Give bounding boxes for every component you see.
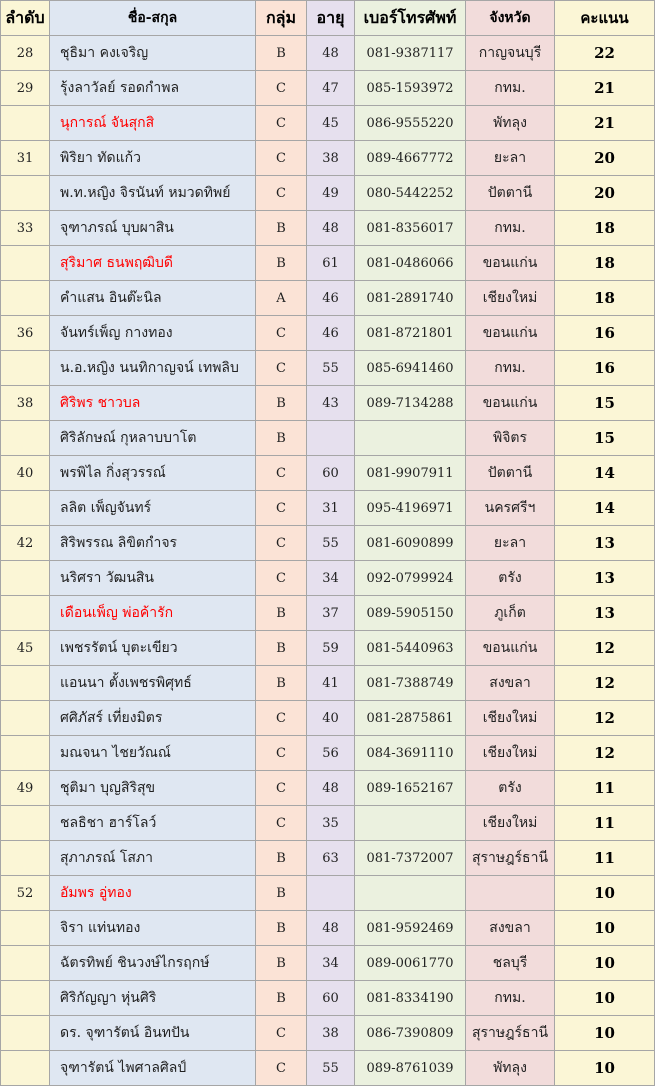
- cell-name: สุภาภรณ์ โสภา: [50, 841, 256, 876]
- cell-phone: 089-0061770: [355, 946, 466, 981]
- cell-age: [307, 421, 355, 456]
- cell-score: 12: [555, 631, 655, 666]
- cell-group: C: [256, 316, 307, 351]
- cell-score: 10: [555, 911, 655, 946]
- cell-group: B: [256, 631, 307, 666]
- cell-phone: 086-9555220: [355, 106, 466, 141]
- cell-age: 43: [307, 386, 355, 421]
- cell-province: ขอนแก่น: [466, 631, 555, 666]
- table-row: [1, 666, 655, 701]
- cell-province: ขอนแก่น: [466, 386, 555, 421]
- cell-no: [1, 806, 50, 841]
- cell-province: ปัตตานี: [466, 456, 555, 491]
- table-row: [1, 281, 655, 316]
- cell-phone: 081-9387117: [355, 36, 466, 71]
- cell-score: 11: [555, 806, 655, 841]
- cell-no: [1, 1016, 50, 1051]
- cell-no: [1, 946, 50, 981]
- cell-name: จันทร์เพ็ญ กางทอง: [50, 316, 256, 351]
- table-row: [1, 736, 655, 771]
- table-row: [1, 71, 655, 106]
- cell-province: กาญจนบุรี: [466, 36, 555, 71]
- table-row: [1, 841, 655, 876]
- cell-no: [1, 421, 50, 456]
- cell-score: 15: [555, 386, 655, 421]
- cell-name: แอนนา ตั้งเพชรพิศุทธ์: [50, 666, 256, 701]
- cell-no: 31: [1, 141, 50, 176]
- cell-no: [1, 491, 50, 526]
- cell-phone: 085-6941460: [355, 351, 466, 386]
- cell-age: 48: [307, 36, 355, 71]
- cell-age: 48: [307, 771, 355, 806]
- cell-name: จุฑารัตน์ ไพศาลศิลป์: [50, 1051, 256, 1086]
- cell-name: ศศิภัสร์ เที่ยงมิตร: [50, 701, 256, 736]
- cell-score: 11: [555, 771, 655, 806]
- cell-group: C: [256, 71, 307, 106]
- table-row: [1, 946, 655, 981]
- cell-age: 60: [307, 981, 355, 1016]
- cell-phone: 089-4667772: [355, 141, 466, 176]
- cell-age: 31: [307, 491, 355, 526]
- cell-no: [1, 736, 50, 771]
- header-row: [1, 1, 655, 36]
- cell-no: [1, 1051, 50, 1086]
- cell-no: 52: [1, 876, 50, 911]
- cell-province: ขอนแก่น: [466, 246, 555, 281]
- cell-age: 40: [307, 701, 355, 736]
- cell-phone: 089-7134288: [355, 386, 466, 421]
- cell-name: สุริมาศ ธนพฤฒิบดี: [50, 246, 256, 281]
- cell-phone: 081-9907911: [355, 456, 466, 491]
- cell-age: 38: [307, 1016, 355, 1051]
- cell-phone: 081-5440963: [355, 631, 466, 666]
- cell-group: B: [256, 246, 307, 281]
- cell-name: พรพิไล กิ่งสุวรรณ์: [50, 456, 256, 491]
- cell-name: นริศรา วัฒนสิน: [50, 561, 256, 596]
- table-row: [1, 141, 655, 176]
- cell-score: 22: [555, 36, 655, 71]
- cell-group: B: [256, 946, 307, 981]
- cell-score: 14: [555, 456, 655, 491]
- cell-name: ชุติมา บุญสิริสุข: [50, 771, 256, 806]
- cell-no: 33: [1, 211, 50, 246]
- cell-province: นครศรีฯ: [466, 491, 555, 526]
- cell-group: C: [256, 1051, 307, 1086]
- cell-name: ศิริพร ชาวบล: [50, 386, 256, 421]
- cell-name: เดือนเพ็ญ พ่อค้ารัก: [50, 596, 256, 631]
- cell-province: เชียงใหม่: [466, 806, 555, 841]
- cell-name: อัมพร อู่ทอง: [50, 876, 256, 911]
- cell-name: เพชรรัตน์ บุตะเขียว: [50, 631, 256, 666]
- cell-province: พัทลุง: [466, 106, 555, 141]
- cell-score: 21: [555, 106, 655, 141]
- cell-age: 60: [307, 456, 355, 491]
- cell-no: [1, 841, 50, 876]
- cell-score: 11: [555, 841, 655, 876]
- header-no: ลำดับ: [1, 1, 50, 36]
- cell-age: 55: [307, 1051, 355, 1086]
- cell-phone: 081-8334190: [355, 981, 466, 1016]
- cell-phone: 084-3691110: [355, 736, 466, 771]
- cell-group: C: [256, 351, 307, 386]
- cell-phone: 080-5442252: [355, 176, 466, 211]
- cell-name: จุฑาภรณ์ บุบผาสิน: [50, 211, 256, 246]
- cell-age: 48: [307, 911, 355, 946]
- cell-group: C: [256, 1016, 307, 1051]
- cell-group: C: [256, 701, 307, 736]
- cell-age: 61: [307, 246, 355, 281]
- cell-age: 49: [307, 176, 355, 211]
- cell-name: ฉัตรทิพย์ ชินวงษ์ไกรฤกษ์: [50, 946, 256, 981]
- cell-group: A: [256, 281, 307, 316]
- cell-no: 28: [1, 36, 50, 71]
- cell-province: พิจิตร: [466, 421, 555, 456]
- cell-name: พ.ท.หญิง จิรนันท์ หมวดทิพย์: [50, 176, 256, 211]
- cell-name: ศิริลักษณ์ กุหลาบบาโต: [50, 421, 256, 456]
- cell-phone: 081-0486066: [355, 246, 466, 281]
- cell-province: พัทลุง: [466, 1051, 555, 1086]
- cell-age: 37: [307, 596, 355, 631]
- table-row: [1, 456, 655, 491]
- cell-score: 18: [555, 281, 655, 316]
- cell-group: B: [256, 421, 307, 456]
- header-province: จังหวัด: [466, 1, 555, 36]
- cell-no: 40: [1, 456, 50, 491]
- cell-group: C: [256, 491, 307, 526]
- cell-group: C: [256, 771, 307, 806]
- cell-age: 48: [307, 211, 355, 246]
- cell-score: 20: [555, 176, 655, 211]
- cell-score: 13: [555, 561, 655, 596]
- cell-province: ตรัง: [466, 771, 555, 806]
- cell-no: [1, 596, 50, 631]
- cell-age: 46: [307, 316, 355, 351]
- cell-phone: 095-4196971: [355, 491, 466, 526]
- table-row: [1, 631, 655, 666]
- cell-no: 36: [1, 316, 50, 351]
- header-group: กลุ่ม: [256, 1, 307, 36]
- cell-name: ชลธิชา ฮาร์โลว์: [50, 806, 256, 841]
- cell-phone: 089-8761039: [355, 1051, 466, 1086]
- cell-group: B: [256, 386, 307, 421]
- cell-score: 10: [555, 981, 655, 1016]
- cell-score: 10: [555, 1016, 655, 1051]
- cell-province: เชียงใหม่: [466, 736, 555, 771]
- cell-score: 12: [555, 666, 655, 701]
- cell-no: [1, 911, 50, 946]
- cell-age: 55: [307, 351, 355, 386]
- cell-age: 34: [307, 561, 355, 596]
- cell-phone: 081-7372007: [355, 841, 466, 876]
- table-row: [1, 596, 655, 631]
- cell-age: 56: [307, 736, 355, 771]
- table-row: [1, 561, 655, 596]
- cell-phone: 081-2875861: [355, 701, 466, 736]
- header-age: อายุ: [307, 1, 355, 36]
- cell-phone: 089-5905150: [355, 596, 466, 631]
- cell-phone: 081-7388749: [355, 666, 466, 701]
- table-row: [1, 981, 655, 1016]
- cell-province: ชลบุรี: [466, 946, 555, 981]
- cell-name: ดร. จุฑารัตน์ อินทปัน: [50, 1016, 256, 1051]
- cell-group: C: [256, 141, 307, 176]
- table-row: [1, 316, 655, 351]
- cell-name: นุการณ์ จันสุกสิ: [50, 106, 256, 141]
- table-row: [1, 176, 655, 211]
- cell-phone: 092-0799924: [355, 561, 466, 596]
- cell-phone: 081-8721801: [355, 316, 466, 351]
- cell-no: [1, 561, 50, 596]
- cell-age: 45: [307, 106, 355, 141]
- cell-age: 34: [307, 946, 355, 981]
- cell-no: [1, 666, 50, 701]
- cell-no: [1, 351, 50, 386]
- header-name: ชื่อ-สกุล: [50, 1, 256, 36]
- cell-province: ยะลา: [466, 526, 555, 561]
- cell-name: รุ้งลาวัลย์ รอดกำพล: [50, 71, 256, 106]
- cell-score: 18: [555, 246, 655, 281]
- cell-group: C: [256, 806, 307, 841]
- cell-group: B: [256, 666, 307, 701]
- cell-age: [307, 876, 355, 911]
- table-row: [1, 806, 655, 841]
- cell-phone: 081-9592469: [355, 911, 466, 946]
- cell-score: 14: [555, 491, 655, 526]
- cell-score: 16: [555, 316, 655, 351]
- header-score: คะแนน: [555, 1, 655, 36]
- cell-phone: [355, 806, 466, 841]
- cell-province: เชียงใหม่: [466, 701, 555, 736]
- cell-province: สุราษฎร์ธานี: [466, 841, 555, 876]
- cell-score: 18: [555, 211, 655, 246]
- cell-name: มณจนา ไชยวัณณ์: [50, 736, 256, 771]
- table-row: [1, 211, 655, 246]
- table-row: [1, 1016, 655, 1051]
- cell-province: สงขลา: [466, 911, 555, 946]
- cell-group: B: [256, 211, 307, 246]
- table-row: [1, 106, 655, 141]
- cell-province: ตรัง: [466, 561, 555, 596]
- cell-province: ขอนแก่น: [466, 316, 555, 351]
- cell-group: B: [256, 981, 307, 1016]
- table-row: [1, 876, 655, 911]
- cell-province: ปัตตานี: [466, 176, 555, 211]
- table-row: [1, 526, 655, 561]
- cell-group: C: [256, 736, 307, 771]
- table-row: [1, 1051, 655, 1086]
- table-row: [1, 701, 655, 736]
- cell-score: 12: [555, 701, 655, 736]
- table-body: [1, 36, 655, 1086]
- cell-name: ชุธิมา คงเจริญ: [50, 36, 256, 71]
- cell-no: 38: [1, 386, 50, 421]
- cell-no: 49: [1, 771, 50, 806]
- cell-no: 45: [1, 631, 50, 666]
- table-row: [1, 351, 655, 386]
- table-row: [1, 36, 655, 71]
- cell-no: [1, 176, 50, 211]
- cell-name: พิริยา ทัดแก้ว: [50, 141, 256, 176]
- cell-score: 21: [555, 71, 655, 106]
- cell-no: [1, 106, 50, 141]
- cell-group: C: [256, 526, 307, 561]
- cell-phone: 081-6090899: [355, 526, 466, 561]
- cell-score: 12: [555, 736, 655, 771]
- cell-group: B: [256, 876, 307, 911]
- cell-age: 47: [307, 71, 355, 106]
- cell-province: กทม.: [466, 71, 555, 106]
- cell-no: 29: [1, 71, 50, 106]
- cell-score: 10: [555, 876, 655, 911]
- cell-group: B: [256, 841, 307, 876]
- cell-phone: 086-7390809: [355, 1016, 466, 1051]
- cell-age: 55: [307, 526, 355, 561]
- cell-score: 20: [555, 141, 655, 176]
- cell-province: สุราษฎร์ธานี: [466, 1016, 555, 1051]
- cell-group: B: [256, 36, 307, 71]
- cell-score: 10: [555, 946, 655, 981]
- cell-phone: 081-2891740: [355, 281, 466, 316]
- cell-score: 10: [555, 1051, 655, 1086]
- cell-score: 16: [555, 351, 655, 386]
- cell-name: ลลิต เพ็ญจันทร์: [50, 491, 256, 526]
- cell-province: ภูเก็ต: [466, 596, 555, 631]
- table-row: [1, 771, 655, 806]
- cell-phone: [355, 876, 466, 911]
- cell-province: กทม.: [466, 981, 555, 1016]
- cell-phone: 089-1652167: [355, 771, 466, 806]
- cell-no: [1, 281, 50, 316]
- cell-name: สิริพรรณ ลิขิตกำจร: [50, 526, 256, 561]
- header-phone: เบอร์โทรศัพท์: [355, 1, 466, 36]
- cell-no: [1, 246, 50, 281]
- cell-name: คำแสน อินต๊ะนิล: [50, 281, 256, 316]
- cell-group: C: [256, 106, 307, 141]
- cell-group: B: [256, 911, 307, 946]
- cell-age: 41: [307, 666, 355, 701]
- cell-phone: 081-8356017: [355, 211, 466, 246]
- cell-age: 46: [307, 281, 355, 316]
- cell-phone: 085-1593972: [355, 71, 466, 106]
- cell-score: 15: [555, 421, 655, 456]
- cell-province: [466, 876, 555, 911]
- cell-province: ยะลา: [466, 141, 555, 176]
- cell-age: 59: [307, 631, 355, 666]
- cell-phone: [355, 421, 466, 456]
- table-row: [1, 491, 655, 526]
- cell-province: เชียงใหม่: [466, 281, 555, 316]
- table-row: [1, 246, 655, 281]
- cell-name: ศิริกัญญา หุ่นศิริ: [50, 981, 256, 1016]
- cell-province: กทม.: [466, 211, 555, 246]
- cell-score: 13: [555, 526, 655, 561]
- cell-province: สงขลา: [466, 666, 555, 701]
- cell-no: 42: [1, 526, 50, 561]
- table-row: [1, 421, 655, 456]
- cell-age: 35: [307, 806, 355, 841]
- cell-age: 38: [307, 141, 355, 176]
- table-row: [1, 911, 655, 946]
- cell-name: จิรา แท่นทอง: [50, 911, 256, 946]
- cell-name: น.อ.หญิง นนทิกาญจน์ เทพลิบ: [50, 351, 256, 386]
- cell-group: C: [256, 561, 307, 596]
- cell-group: B: [256, 596, 307, 631]
- cell-no: [1, 701, 50, 736]
- cell-group: C: [256, 176, 307, 211]
- cell-no: [1, 981, 50, 1016]
- cell-group: C: [256, 456, 307, 491]
- cell-age: 63: [307, 841, 355, 876]
- cell-score: 13: [555, 596, 655, 631]
- table-row: [1, 386, 655, 421]
- cell-province: กทม.: [466, 351, 555, 386]
